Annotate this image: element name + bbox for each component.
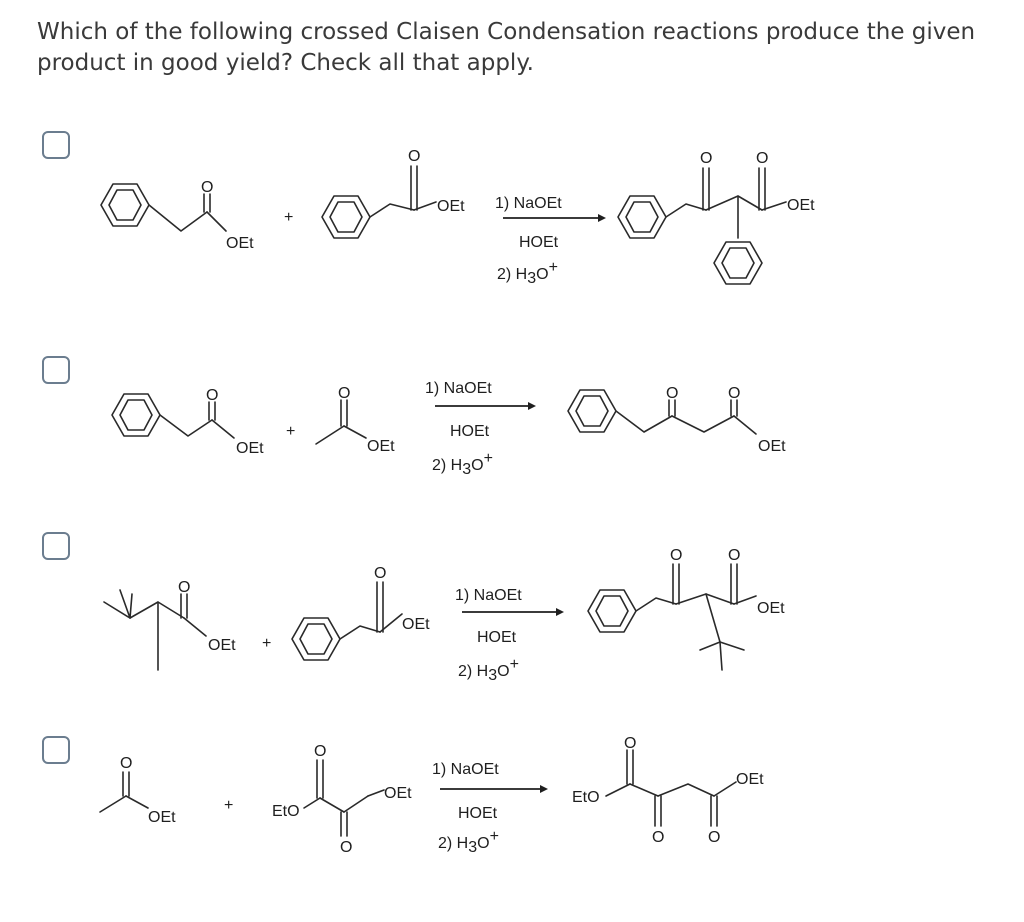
option-4-reaction-scheme bbox=[0, 735, 1024, 870]
reactant-b-structure bbox=[292, 582, 402, 660]
condition-step2: 2) H3O+ bbox=[497, 259, 558, 287]
carbonyl-o: O bbox=[652, 829, 665, 846]
condition-solvent: HOEt bbox=[450, 423, 490, 440]
carbonyl-o: O bbox=[314, 743, 327, 760]
condition-step2: 2) H3O+ bbox=[458, 656, 519, 684]
carbonyl-o: O bbox=[178, 579, 191, 596]
reactant-b-structure bbox=[322, 166, 436, 238]
carbonyl-o: O bbox=[756, 150, 769, 167]
oet-label: OEt bbox=[437, 198, 465, 215]
plus-sign: + bbox=[262, 635, 272, 652]
oet-label: OEt bbox=[402, 616, 430, 633]
option-3-reaction-scheme bbox=[0, 547, 1024, 690]
reactant-b-structure bbox=[304, 760, 384, 836]
oet-label: OEt bbox=[226, 235, 254, 252]
carbonyl-o: O bbox=[728, 385, 741, 402]
condition-step1: 1) NaOEt bbox=[455, 587, 522, 604]
condition-step2: 2) H3O+ bbox=[438, 828, 499, 856]
carbonyl-o: O bbox=[666, 385, 679, 402]
condition-step1: 1) NaOEt bbox=[425, 380, 492, 397]
eto-label: EtO bbox=[572, 789, 600, 806]
oet-label: OEt bbox=[758, 438, 786, 455]
oet-label: OEt bbox=[236, 440, 264, 457]
question-text: Which of the following crossed Claisen Condensation reactions produce the given product in good yield? Check all that apply. bbox=[37, 19, 976, 76]
plus-sign: + bbox=[224, 797, 234, 814]
oet-label: OEt bbox=[384, 785, 412, 802]
carbonyl-o: O bbox=[624, 735, 637, 752]
carbonyl-o: O bbox=[670, 547, 683, 564]
product-structure bbox=[606, 750, 736, 826]
carbonyl-o: O bbox=[700, 150, 713, 167]
reactant-a-structure bbox=[100, 772, 148, 812]
condition-solvent: HOEt bbox=[519, 234, 559, 251]
oet-label: OEt bbox=[757, 600, 785, 617]
condition-step1: 1) NaOEt bbox=[495, 195, 562, 212]
oet-label: OEt bbox=[148, 809, 176, 826]
carbonyl-o: O bbox=[708, 829, 721, 846]
carbonyl-o: O bbox=[728, 547, 741, 564]
carbonyl-o: O bbox=[338, 385, 351, 402]
oet-label: OEt bbox=[736, 771, 764, 788]
oet-label: OEt bbox=[367, 438, 395, 455]
option-2-reaction-scheme bbox=[0, 360, 1024, 500]
carbonyl-o: O bbox=[374, 565, 387, 582]
carbonyl-o: O bbox=[201, 179, 214, 196]
reactant-a-structure bbox=[104, 590, 206, 670]
oet-label: OEt bbox=[208, 637, 236, 654]
option-1-reaction-scheme bbox=[0, 130, 1024, 310]
condition-solvent: HOEt bbox=[458, 805, 498, 822]
condition-solvent: HOEt bbox=[477, 629, 517, 646]
plus-sign: + bbox=[286, 423, 296, 440]
carbonyl-o: O bbox=[340, 839, 353, 856]
eto-label: EtO bbox=[272, 803, 300, 820]
carbonyl-o: O bbox=[120, 755, 133, 772]
carbonyl-o: O bbox=[408, 148, 421, 165]
condition-step1: 1) NaOEt bbox=[432, 761, 499, 778]
product-structure bbox=[618, 168, 786, 284]
carbonyl-o: O bbox=[206, 387, 219, 404]
condition-step2: 2) H3O+ bbox=[432, 450, 493, 478]
reactant-b-structure bbox=[316, 400, 366, 444]
product-structure bbox=[588, 564, 756, 670]
oet-label: OEt bbox=[787, 197, 815, 214]
plus-sign: + bbox=[284, 209, 294, 226]
